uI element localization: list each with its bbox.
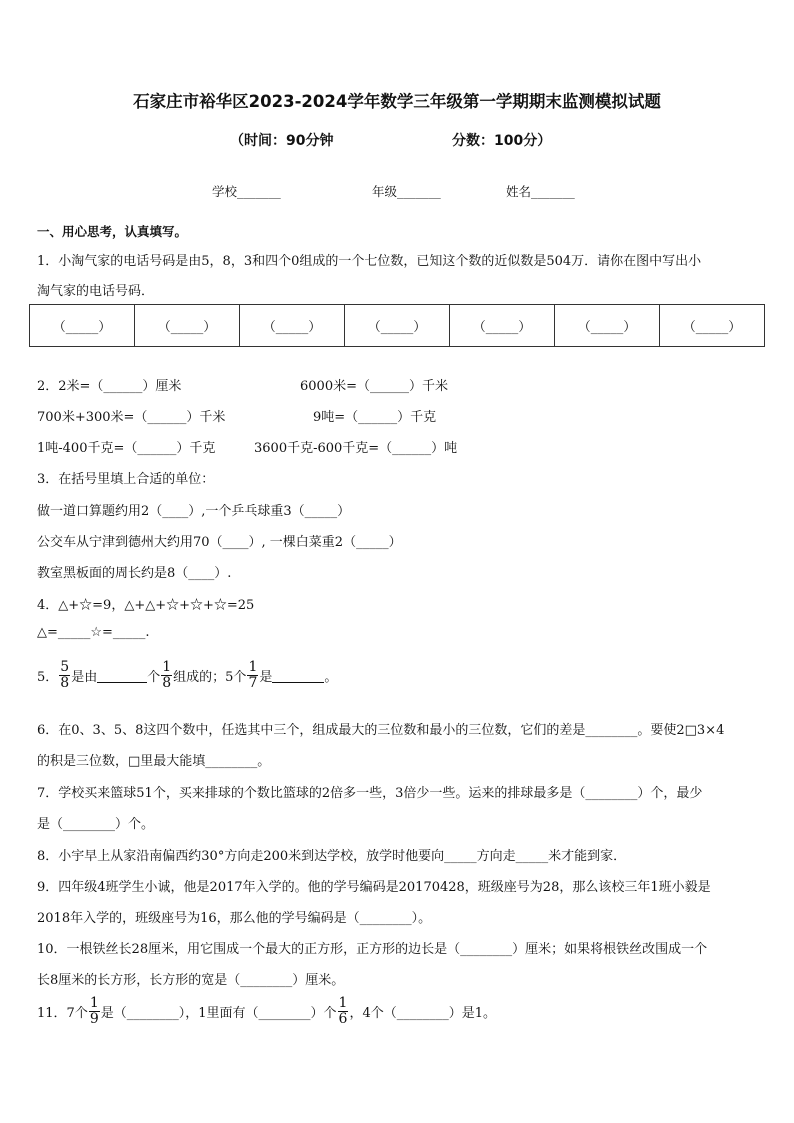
q3-line3: 教室黑板面的周长约是8（____）. [37,566,232,581]
phone-digit-cell[interactable]: （_____） [555,305,660,347]
fraction-denominator: 7 [248,675,258,691]
phone-digit-cell[interactable]: （_____） [345,305,450,347]
exam-time: （时间：90分钟 [230,133,334,149]
exam-title: 石家庄市裕华区2023-2024学年数学三年级第一学期期末监测模拟试题 [133,92,661,111]
q2-b: 6000米=（______）千米 [300,379,448,394]
phone-digit-cell[interactable]: （_____） [30,305,135,347]
phone-number-table [29,304,765,347]
fraction-denominator: 8 [162,675,172,691]
q5-line [37,660,337,691]
name-field: 姓名_______ [506,184,575,199]
q11-line [37,996,496,1027]
q8-line1: 8．小宇早上从家沿南偏西约30°方向走200米到达学校，放学时他要向_____方向走_____米才能到家． [37,849,627,864]
phone-digit-cell[interactable]: （_____） [135,305,240,347]
q2-a: 2．2米=（______）厘米 [37,379,182,394]
q5-text: 是由 [71,670,98,685]
q5-text: 是 [259,670,273,685]
q9-line2: 2018年入学的，班级座号为16，那么他的学号编码是（________）。 [37,911,432,926]
q11-text: 是（________），1里面有（________）个 [100,1006,337,1021]
phone-digit-cell[interactable]: （_____） [450,305,555,347]
fraction-denominator: 6 [338,1011,348,1027]
school-field: 学校_______ [212,184,281,199]
answer-blank[interactable] [97,669,147,683]
fraction-denominator: 9 [89,1011,99,1027]
answer-blank[interactable] [272,669,324,683]
fraction-denominator: 8 [60,675,70,691]
q5-text: 个 [147,670,161,685]
grade-field: 年级_______ [372,184,441,199]
section-heading: 一、用心思考，认真填写。 [37,224,188,239]
q1-line1: 1．小淘气家的电话号码是由5，8，3和四个0组成的一个七位数，已知这个数的近似数是504万．请你在图中写出小 [37,254,702,269]
fraction-1-9 [89,996,100,1027]
q2-c: 700米+300米=（______）千米 [37,410,226,425]
q3-line1: 做一道口算题约用2（____）,一个乒乓球重3（_____） [37,504,351,519]
q2-f: 3600千克-600千克=（______）吨 [254,441,458,456]
fraction-numerator: 1 [162,659,172,675]
fraction-1-6 [338,996,349,1027]
fraction-1-7 [247,660,258,691]
phone-digit-cell[interactable]: （_____） [660,305,765,347]
q9-line1: 9．四年级4班学生小诚，他是2017年入学的。他的学号编码是20170428，班级座号为28，那么该校三年1班小毅是 [37,880,711,895]
fraction-numerator: 1 [248,659,258,675]
q6-line1: 6．在0、3、5、8这四个数中，任选其中三个，组成最大的三位数和最小的三位数，它们的差是________。要使2□3×4 [37,723,725,738]
fraction-numerator: 1 [338,995,348,1011]
q4-line1: 4．△+☆=9，△+△+☆+☆+☆=25 [37,598,255,613]
exam-score: 分数：100分） [452,133,552,149]
q4-line2: △=_____☆=_____. [37,625,150,640]
fraction-numerator: 5 [60,659,70,675]
q6-line2: 的积是三位数，□里最大能填________。 [37,754,271,769]
q1-line2: 淘气家的电话号码． [37,284,155,299]
q11-prefix: 11．7个 [37,1006,88,1021]
q10-line1: 10．一根铁丝长28厘米，用它围成一个最大的正方形，正方形的边长是（________）厘米；如果将根铁丝改围成一个 [37,942,708,957]
q3-intro: 3．在括号里填上合适的单位： [37,472,215,487]
phone-digit-cell[interactable]: （_____） [240,305,345,347]
q10-line2: 长8厘米的长方形，长方形的宽是（________）厘米。 [37,973,345,988]
q5-text: 组成的；5个 [173,670,247,685]
q2-d: 9吨=（______）千克 [313,410,437,425]
q3-line2: 公交车从宁津到德州大约用70（____）, 一棵白菜重2（_____） [37,535,402,550]
q2-e: 1吨-400千克=（______）千克 [37,441,216,456]
q5-prefix: 5． [37,670,59,685]
fraction-numerator: 1 [89,995,99,1011]
q5-text: 。 [324,670,338,685]
fraction-1-8 [161,660,172,691]
fraction-5-8 [59,660,70,691]
q7-line1: 7．学校买来篮球51个，买来排球的个数比篮球的2倍多一些，3倍少一些。运来的排球最多是（________）个，最少 [37,786,703,801]
q11-text: ，4个（________）是1。 [349,1006,496,1021]
q7-line2: 是（________）个。 [37,817,155,832]
